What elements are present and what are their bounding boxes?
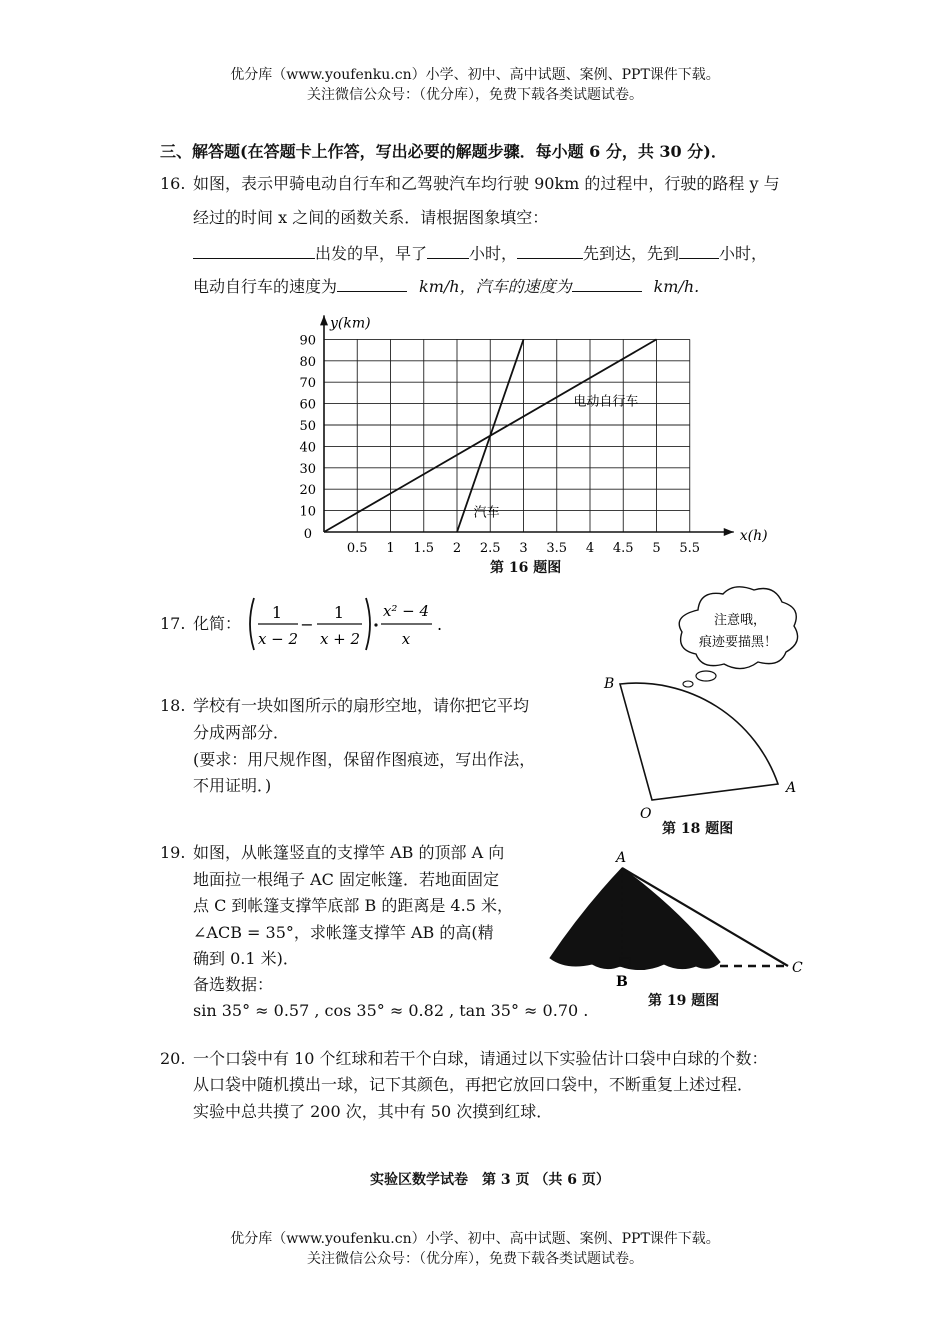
q20-line-3: 实验中总共摸了 200 次，其中有 50 次摸到红球． bbox=[193, 1102, 553, 1121]
q16-chart bbox=[290, 300, 770, 580]
y-tick-label: 80 bbox=[299, 354, 316, 370]
x-tick-label: 1 bbox=[386, 541, 395, 556]
chart-labels bbox=[329, 315, 768, 544]
q16-fill-text-g: km/h. bbox=[653, 277, 700, 296]
x-tick-label: 3.5 bbox=[546, 541, 568, 556]
frac2-numerator: 1 bbox=[333, 603, 345, 622]
series-label-ebike: 电动自行车 bbox=[573, 394, 639, 410]
frac1-numerator: 1 bbox=[271, 603, 283, 622]
x-tick-label: 4 bbox=[585, 541, 595, 556]
y-tick-label: 20 bbox=[299, 483, 316, 499]
x-tick-label: 3 bbox=[519, 541, 528, 556]
q16-fill-text-c: 先到达，先到 bbox=[583, 244, 680, 263]
q16-fill-text-e: 电动自行车的速度为 bbox=[193, 277, 338, 296]
section-title: 三、解答题(在答题卡上作答，写出必要的解题步骤．每小题 6 分，共 30 分)． bbox=[160, 142, 727, 161]
x-tick-label: 5 bbox=[652, 541, 661, 556]
y-tick-label: 90 bbox=[299, 333, 316, 349]
x-tick-label: 2 bbox=[452, 541, 462, 556]
q18-line-4: 不用证明．) bbox=[193, 776, 272, 795]
q20-number: 20. bbox=[160, 1049, 186, 1068]
q16-number: 16. bbox=[160, 174, 186, 193]
x-tick-label: 0.5 bbox=[346, 541, 368, 556]
y-tick-label: 50 bbox=[299, 419, 316, 434]
cloud-line-2: 痕迹要描黑！ bbox=[698, 635, 778, 650]
page-footer: 实验区数学试卷 第 3 页 （共 6 页） bbox=[370, 1172, 610, 1188]
q19-line-4: ∠ACB = 35°，求帐篷支撑竿 AB 的高(精 bbox=[193, 923, 494, 942]
x-tick-label: 4.5 bbox=[612, 541, 634, 556]
q19-caption: 第 19 题图 bbox=[648, 993, 720, 1009]
q16-fill-line-2 bbox=[193, 275, 699, 297]
chart-ticks bbox=[299, 333, 700, 556]
tent-label-C: C bbox=[792, 960, 803, 976]
q16-fill-text-a: 出发的早，早了 bbox=[315, 244, 428, 263]
answer-blank[interactable] bbox=[337, 275, 407, 292]
y-tick-label: 70 bbox=[299, 376, 316, 392]
q20-line-2: 从口袋中随机摸出一球，记下其颜色，再把它放回口袋中，不断重复上述过程． bbox=[193, 1075, 754, 1094]
q18-line-1: 学校有一块如图所示的扇形空地，请你把它平均 bbox=[193, 696, 530, 715]
x-tick-label: 1.5 bbox=[413, 541, 435, 556]
period: . bbox=[437, 615, 443, 634]
y-axis-label: y(km) bbox=[330, 315, 371, 332]
label-A: A bbox=[786, 780, 797, 796]
tent-label-B: B bbox=[616, 974, 628, 990]
q19-number: 19. bbox=[160, 843, 186, 862]
q17-label: 化简： bbox=[193, 614, 242, 633]
chart-grid bbox=[324, 339, 690, 532]
q17-expression bbox=[244, 592, 454, 656]
q19-tent-figure bbox=[540, 846, 810, 996]
header-line-1: 优分库（www.youfenku.cn）小学、初中、高中试题、案例、PPT课件下载。 bbox=[230, 67, 720, 83]
q18-sector-figure bbox=[596, 666, 806, 826]
answer-blank[interactable] bbox=[427, 242, 469, 259]
y-tick-label: 40 bbox=[299, 440, 316, 456]
y-axis-arrow bbox=[320, 315, 328, 325]
series-label-car: 汽车 bbox=[473, 505, 500, 521]
minus-sign: − bbox=[300, 615, 314, 634]
header-line-2: 关注微信公众号：（优分库），免费下载各类试题试卷。 bbox=[307, 87, 643, 103]
frac1-denominator: x − 2 bbox=[257, 630, 299, 648]
q17-number: 17. bbox=[160, 614, 186, 633]
frac3-numerator: x² − 4 bbox=[382, 602, 430, 620]
q19-line-3: 点 C 到帐篷支撑竿底部 B 的距离是 4.5 米， bbox=[193, 896, 513, 915]
frac2-denominator: x + 2 bbox=[319, 630, 361, 648]
q16-line-2: 经过的时间 x 之间的函数关系．请根据图象填空： bbox=[193, 208, 549, 227]
footer-line-1: 优分库（www.youfenku.cn）小学、初中、高中试题、案例、PPT课件下载。 bbox=[230, 1231, 720, 1247]
q20-line-1: 一个口袋中有 10 个红球和若干个白球，请通过以下实验估计口袋中白球的个数： bbox=[193, 1049, 768, 1068]
q18-line-3: (要求：用尺规作图，保留作图痕迹，写出作法， bbox=[193, 750, 536, 769]
tent-label-A: A bbox=[616, 850, 627, 866]
footer-line-2: 关注微信公众号：（优分库），免费下载各类试题试卷。 bbox=[307, 1251, 643, 1267]
q19-line-7: sin 35° ≈ 0.57 , cos 35° ≈ 0.82 , tan 35° ≈ 0.70 . bbox=[193, 1001, 589, 1020]
q16-fill-text-d: 小时， bbox=[719, 244, 768, 263]
q16-fill-text-b: 小时， bbox=[469, 244, 518, 263]
x-tick-label: 2.5 bbox=[479, 541, 501, 556]
q16-fill-text-f: km/h，汽车的速度为 bbox=[419, 277, 572, 296]
y-tick-label: 30 bbox=[299, 461, 316, 477]
q16-line-1: 如图，表示甲骑电动自行车和乙驾驶汽车均行驶 90km 的过程中，行驶的路程 y 与 bbox=[193, 174, 780, 193]
chart-axes bbox=[320, 315, 734, 536]
cloud-line-1: 注意哦， bbox=[713, 613, 767, 628]
y-tick-label: 60 bbox=[299, 397, 316, 413]
q19-line-2: 地面拉一根绳子 AC 固定帐篷．若地面固定 bbox=[193, 870, 499, 889]
q18-caption: 第 18 题图 bbox=[662, 821, 734, 837]
x-axis-arrow bbox=[724, 528, 734, 536]
q18-number: 18. bbox=[160, 696, 186, 715]
q16-fill-line-1 bbox=[193, 242, 767, 264]
origin-label: 0 bbox=[303, 527, 312, 542]
answer-blank[interactable] bbox=[679, 242, 719, 259]
q19-line-6: 备选数据： bbox=[193, 975, 274, 994]
q18-line-2: 分成两部分． bbox=[193, 723, 290, 742]
q16-caption: 第 16 题图 bbox=[490, 560, 562, 576]
y-tick-label: 10 bbox=[299, 504, 316, 520]
answer-blank[interactable] bbox=[193, 242, 315, 259]
answer-blank[interactable] bbox=[517, 242, 583, 259]
x-tick-label: 5.5 bbox=[679, 541, 701, 556]
label-B: B bbox=[604, 676, 615, 692]
label-O: O bbox=[640, 806, 652, 822]
answer-blank[interactable] bbox=[572, 275, 642, 292]
q19-line-1: 如图，从帐篷竖直的支撑竿 AB 的顶部 A 向 bbox=[193, 843, 505, 862]
frac3-denominator: x bbox=[401, 630, 411, 648]
x-axis-label: x(h) bbox=[739, 528, 768, 544]
q19-line-5: 确到 0.1 米)． bbox=[193, 949, 299, 968]
